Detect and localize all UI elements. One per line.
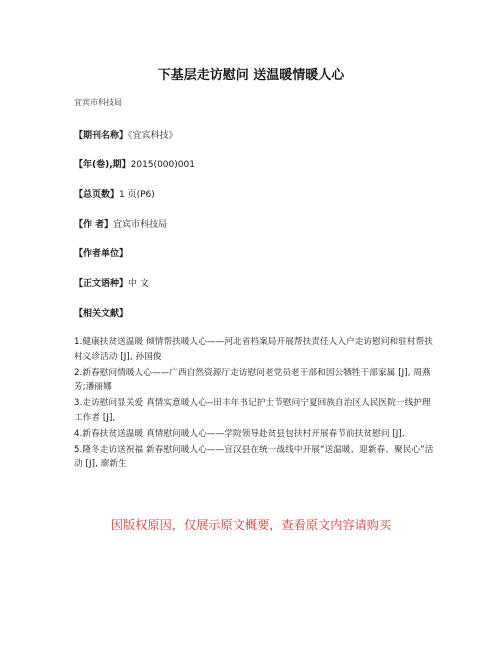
publisher: 宜宾市科技局	[74, 98, 122, 107]
field-pages-label: 【总页数】	[74, 190, 120, 200]
field-pages-value: 1 页(P6)	[119, 190, 155, 200]
related-item[interactable]: 4.新春扶贫送温暖 真情慰问暖人心——学院领导赴贫县包扶村开展春节前扶贫慰问 [J],	[74, 428, 405, 439]
related-item[interactable]: 2.新春慰问情暖人心——广西自然资源厅走访慰问老党员老干部和因公牺牲干部家属 [J], 周燕芳;潘丽娜	[74, 367, 431, 392]
field-language-value: 中 文	[128, 279, 149, 289]
field-pages	[74, 187, 155, 200]
field-journal-label: 【期刊名称】	[74, 131, 129, 141]
document-title: 下基层走访慰问 送温暖情暖人心	[157, 68, 345, 83]
copyright-notice[interactable]: 因版权原因，仅展示原文概要，查看原文内容请购买	[110, 518, 392, 532]
related-list	[74, 335, 436, 473]
field-journal-value: 《宜宾科技》	[128, 131, 178, 141]
field-author	[74, 217, 167, 230]
field-author-label: 【作 者】	[74, 220, 114, 230]
related-item[interactable]: 5.隆冬走访送祝福 新春慰问暖人心——宣汉县在统一战线中开展“送温暖、迎新春、聚民心”活动 [J], 廖新生	[74, 444, 434, 469]
field-affiliation	[74, 246, 128, 259]
field-language	[74, 276, 149, 289]
field-related	[74, 306, 128, 319]
field-year-issue	[74, 157, 195, 170]
field-year-issue-value: 2015(000)001	[130, 160, 195, 170]
field-year-issue-label: 【年(卷),期】	[74, 160, 131, 170]
field-affiliation-label: 【作者单位】	[74, 249, 129, 259]
field-journal	[74, 128, 178, 141]
field-related-label: 【相关文献】	[74, 309, 129, 319]
related-item[interactable]: 3.走访慰问显关爱 真情实意暖人心--田丰年书记护士节慰问宁夏回族自治区人民医院一线护理工作者 [J],	[74, 398, 431, 423]
field-language-label: 【正文语种】	[74, 279, 129, 289]
field-author-value: 宜宾市科技局	[113, 220, 168, 230]
related-item[interactable]: 1.健康扶贫送温暖 倾情帮扶暖人心——河北省档案局开展帮扶责任人入户走访慰问和驻村帮扶村义诊活动 [J], 孙国俊	[74, 337, 433, 362]
